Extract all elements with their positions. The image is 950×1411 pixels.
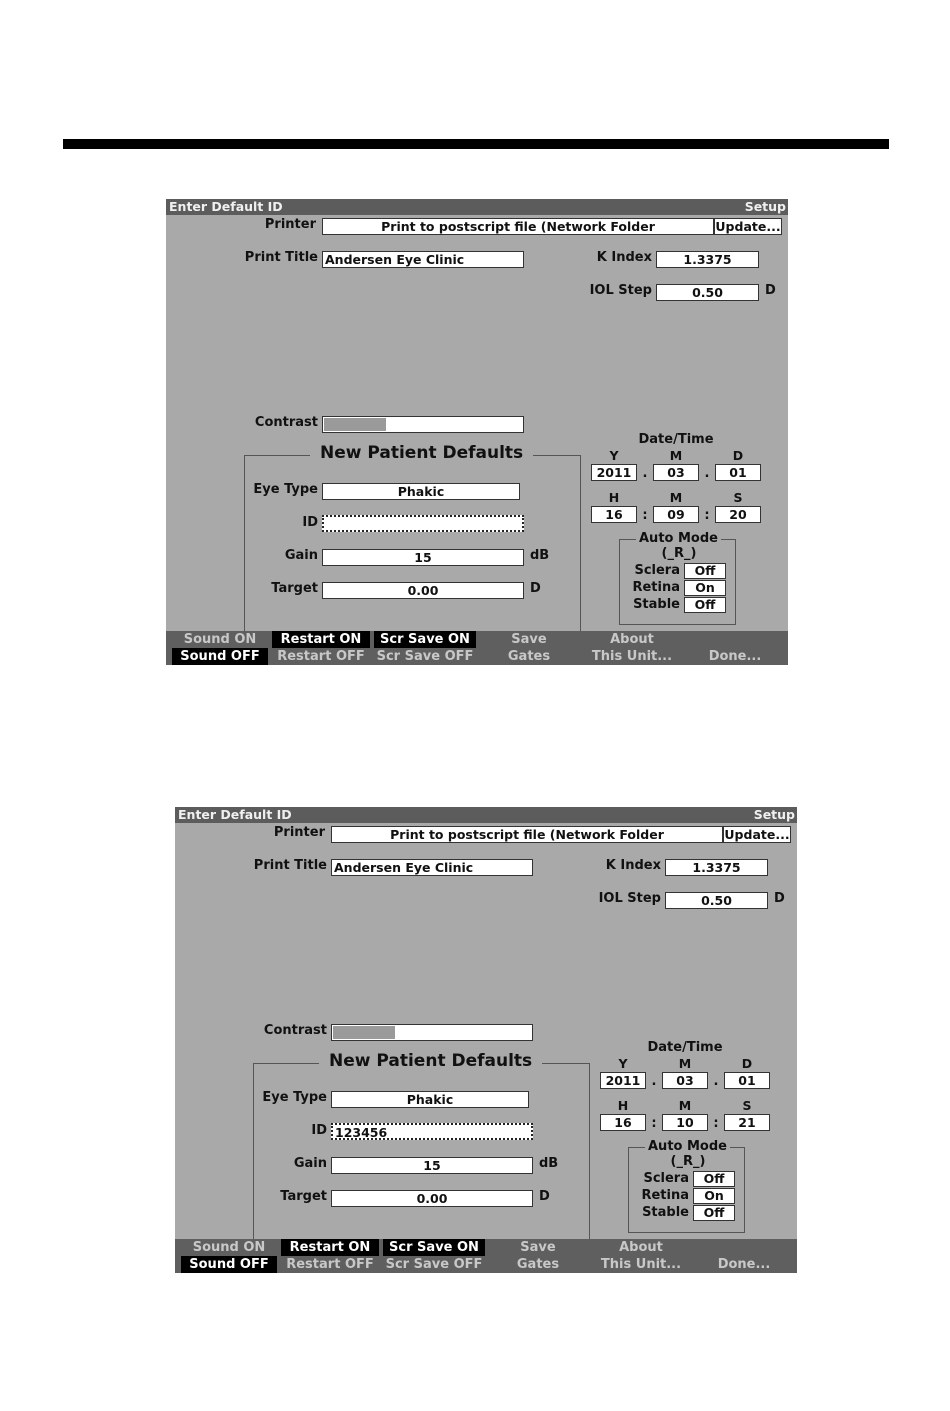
update-button[interactable]: Update...	[715, 219, 781, 234]
restart-on-softkey[interactable]: Restart ON	[281, 1239, 379, 1256]
retina-label: Retina	[641, 1188, 689, 1203]
date-time-title: Date/Time	[638, 432, 714, 447]
target-unit: D	[530, 581, 541, 596]
id-field[interactable]	[322, 515, 524, 532]
date-separator: .	[651, 1074, 657, 1089]
target-unit: D	[539, 1189, 550, 1204]
save-gates-softkey-line2[interactable]: Gates	[507, 649, 551, 664]
hour-header: H	[617, 1098, 629, 1113]
date-separator: .	[642, 466, 648, 481]
print-title-field[interactable]: Andersen Eye Clinic	[331, 859, 533, 876]
about-softkey-line2[interactable]: This Unit...	[600, 1257, 682, 1272]
date-time-title: Date/Time	[647, 1040, 723, 1055]
scr-save-on-softkey[interactable]: Scr Save ON	[374, 631, 476, 648]
k-index-field[interactable]: 1.3375	[665, 859, 768, 876]
stable-toggle[interactable]: Off	[693, 1205, 735, 1221]
target-field[interactable]: 0.00	[331, 1190, 533, 1207]
day-header: D	[741, 1056, 753, 1071]
stable-label: Stable	[633, 597, 680, 612]
gain-label: Gain	[293, 1156, 327, 1171]
mode-label: Setup	[744, 199, 786, 214]
about-softkey[interactable]: About	[619, 1240, 663, 1255]
k-index-label: K Index	[596, 250, 652, 265]
setup-screen-2	[175, 807, 797, 1273]
sound-off-softkey[interactable]: Sound OFF	[172, 648, 268, 665]
contrast-label: Contrast	[263, 1023, 327, 1038]
new-patient-defaults-title: New Patient Defaults	[310, 443, 533, 463]
about-softkey-line2[interactable]: This Unit...	[591, 649, 673, 664]
year-field[interactable]: 2011	[591, 464, 637, 481]
gain-unit: dB	[530, 548, 550, 563]
printer-label: Printer	[273, 825, 325, 840]
retina-toggle[interactable]: On	[693, 1188, 735, 1204]
sclera-label: Sclera	[643, 1171, 689, 1186]
print-title-label: Print Title	[253, 858, 327, 873]
screen-title: Enter Default ID	[178, 807, 292, 822]
setup-screen-1	[166, 199, 788, 665]
target-label: Target	[271, 581, 318, 596]
printer-field[interactable]: Print to postscript file (Network Folder	[331, 826, 723, 843]
softkey-bar	[166, 631, 788, 665]
minute-header: M	[669, 490, 683, 505]
target-label: Target	[280, 1189, 327, 1204]
title-bar	[175, 807, 797, 823]
minute-header: M	[678, 1098, 692, 1113]
time-separator: :	[713, 1116, 719, 1131]
second-field[interactable]: 20	[715, 506, 761, 523]
printer-label: Printer	[264, 217, 316, 232]
contrast-label: Contrast	[254, 415, 318, 430]
minute-field[interactable]: 09	[653, 506, 699, 523]
scr-save-on-softkey[interactable]: Scr Save ON	[383, 1239, 485, 1256]
id-label: ID	[302, 515, 318, 530]
iol-step-field[interactable]: 0.50	[656, 284, 759, 301]
k-index-field[interactable]: 1.3375	[656, 251, 759, 268]
day-header: D	[732, 448, 744, 463]
iol-step-field[interactable]: 0.50	[665, 892, 768, 909]
restart-off-softkey[interactable]: Restart OFF	[277, 649, 365, 664]
gain-field[interactable]: 15	[331, 1157, 533, 1174]
contrast-slider[interactable]	[322, 416, 524, 433]
time-separator: :	[704, 508, 710, 523]
contrast-slider[interactable]	[331, 1024, 533, 1041]
iol-step-label: IOL Step	[589, 283, 652, 298]
year-header: Y	[609, 448, 619, 463]
auto-mode-title: Auto Mode	[645, 1139, 730, 1154]
sclera-toggle[interactable]: Off	[693, 1171, 735, 1187]
sound-off-softkey[interactable]: Sound OFF	[181, 1256, 277, 1273]
date-separator: .	[713, 1074, 719, 1089]
date-separator: .	[704, 466, 710, 481]
second-field[interactable]: 21	[724, 1114, 770, 1131]
month-header: M	[669, 448, 683, 463]
scr-save-off-softkey[interactable]: Scr Save OFF	[385, 1257, 483, 1272]
stable-label: Stable	[642, 1205, 689, 1220]
gain-unit: dB	[539, 1156, 559, 1171]
restart-on-softkey[interactable]: Restart ON	[272, 631, 370, 648]
eye-type-label: Eye Type	[253, 482, 318, 497]
second-header: S	[742, 1098, 752, 1113]
done-softkey[interactable]: Done...	[717, 1257, 771, 1272]
save-gates-softkey[interactable]: Save	[511, 632, 547, 647]
save-gates-softkey[interactable]: Save	[520, 1240, 556, 1255]
sound-on-softkey[interactable]: Sound ON	[183, 632, 257, 647]
hour-field[interactable]: 16	[600, 1114, 646, 1131]
sound-on-softkey[interactable]: Sound ON	[192, 1240, 266, 1255]
contrast-slider-fill	[333, 1026, 395, 1039]
month-field[interactable]: 03	[653, 464, 699, 481]
hour-field[interactable]: 16	[591, 506, 637, 523]
print-title-field[interactable]: Andersen Eye Clinic	[322, 251, 524, 268]
screen-title: Enter Default ID	[169, 199, 283, 214]
save-gates-softkey-line2[interactable]: Gates	[516, 1257, 560, 1272]
auto-mode-title: Auto Mode	[636, 531, 721, 546]
day-field[interactable]: 01	[724, 1072, 770, 1089]
sclera-label: Sclera	[634, 563, 680, 578]
id-label: ID	[311, 1123, 327, 1138]
done-softkey[interactable]: Done...	[708, 649, 762, 664]
year-header: Y	[618, 1056, 628, 1071]
hour-header: H	[608, 490, 620, 505]
update-button[interactable]: Update...	[724, 827, 790, 842]
year-field[interactable]: 2011	[600, 1072, 646, 1089]
gain-label: Gain	[284, 548, 318, 563]
eye-type-field[interactable]: Phakic	[331, 1091, 529, 1108]
eye-type-label: Eye Type	[262, 1090, 327, 1105]
auto-mode-subtitle: (_R_)	[661, 546, 697, 561]
printer-field[interactable]: Print to postscript file (Network Folder	[322, 218, 714, 235]
retina-toggle[interactable]: On	[684, 580, 726, 596]
month-header: M	[678, 1056, 692, 1071]
auto-mode-subtitle: (_R_)	[670, 1154, 706, 1169]
iol-step-unit: D	[774, 891, 785, 906]
iol-step-unit: D	[765, 283, 776, 298]
softkey-bar	[175, 1239, 797, 1273]
restart-off-softkey[interactable]: Restart OFF	[286, 1257, 374, 1272]
page-header-rule	[63, 139, 889, 149]
mode-label: Setup	[753, 807, 795, 822]
about-softkey[interactable]: About	[610, 632, 654, 647]
new-patient-defaults-title: New Patient Defaults	[319, 1051, 542, 1071]
k-index-label: K Index	[605, 858, 661, 873]
iol-step-label: IOL Step	[598, 891, 661, 906]
month-field[interactable]: 03	[662, 1072, 708, 1089]
time-separator: :	[642, 508, 648, 523]
id-field[interactable]: 123456	[331, 1123, 533, 1140]
day-field[interactable]: 01	[715, 464, 761, 481]
contrast-slider-fill	[324, 418, 386, 431]
second-header: S	[733, 490, 743, 505]
gain-field[interactable]: 15	[322, 549, 524, 566]
retina-label: Retina	[632, 580, 680, 595]
title-bar	[166, 199, 788, 215]
minute-field[interactable]: 10	[662, 1114, 708, 1131]
time-separator: :	[651, 1116, 657, 1131]
scr-save-off-softkey[interactable]: Scr Save OFF	[376, 649, 474, 664]
sclera-toggle[interactable]: Off	[684, 563, 726, 579]
eye-type-field[interactable]: Phakic	[322, 483, 520, 500]
stable-toggle[interactable]: Off	[684, 597, 726, 613]
target-field[interactable]: 0.00	[322, 582, 524, 599]
print-title-label: Print Title	[244, 250, 318, 265]
